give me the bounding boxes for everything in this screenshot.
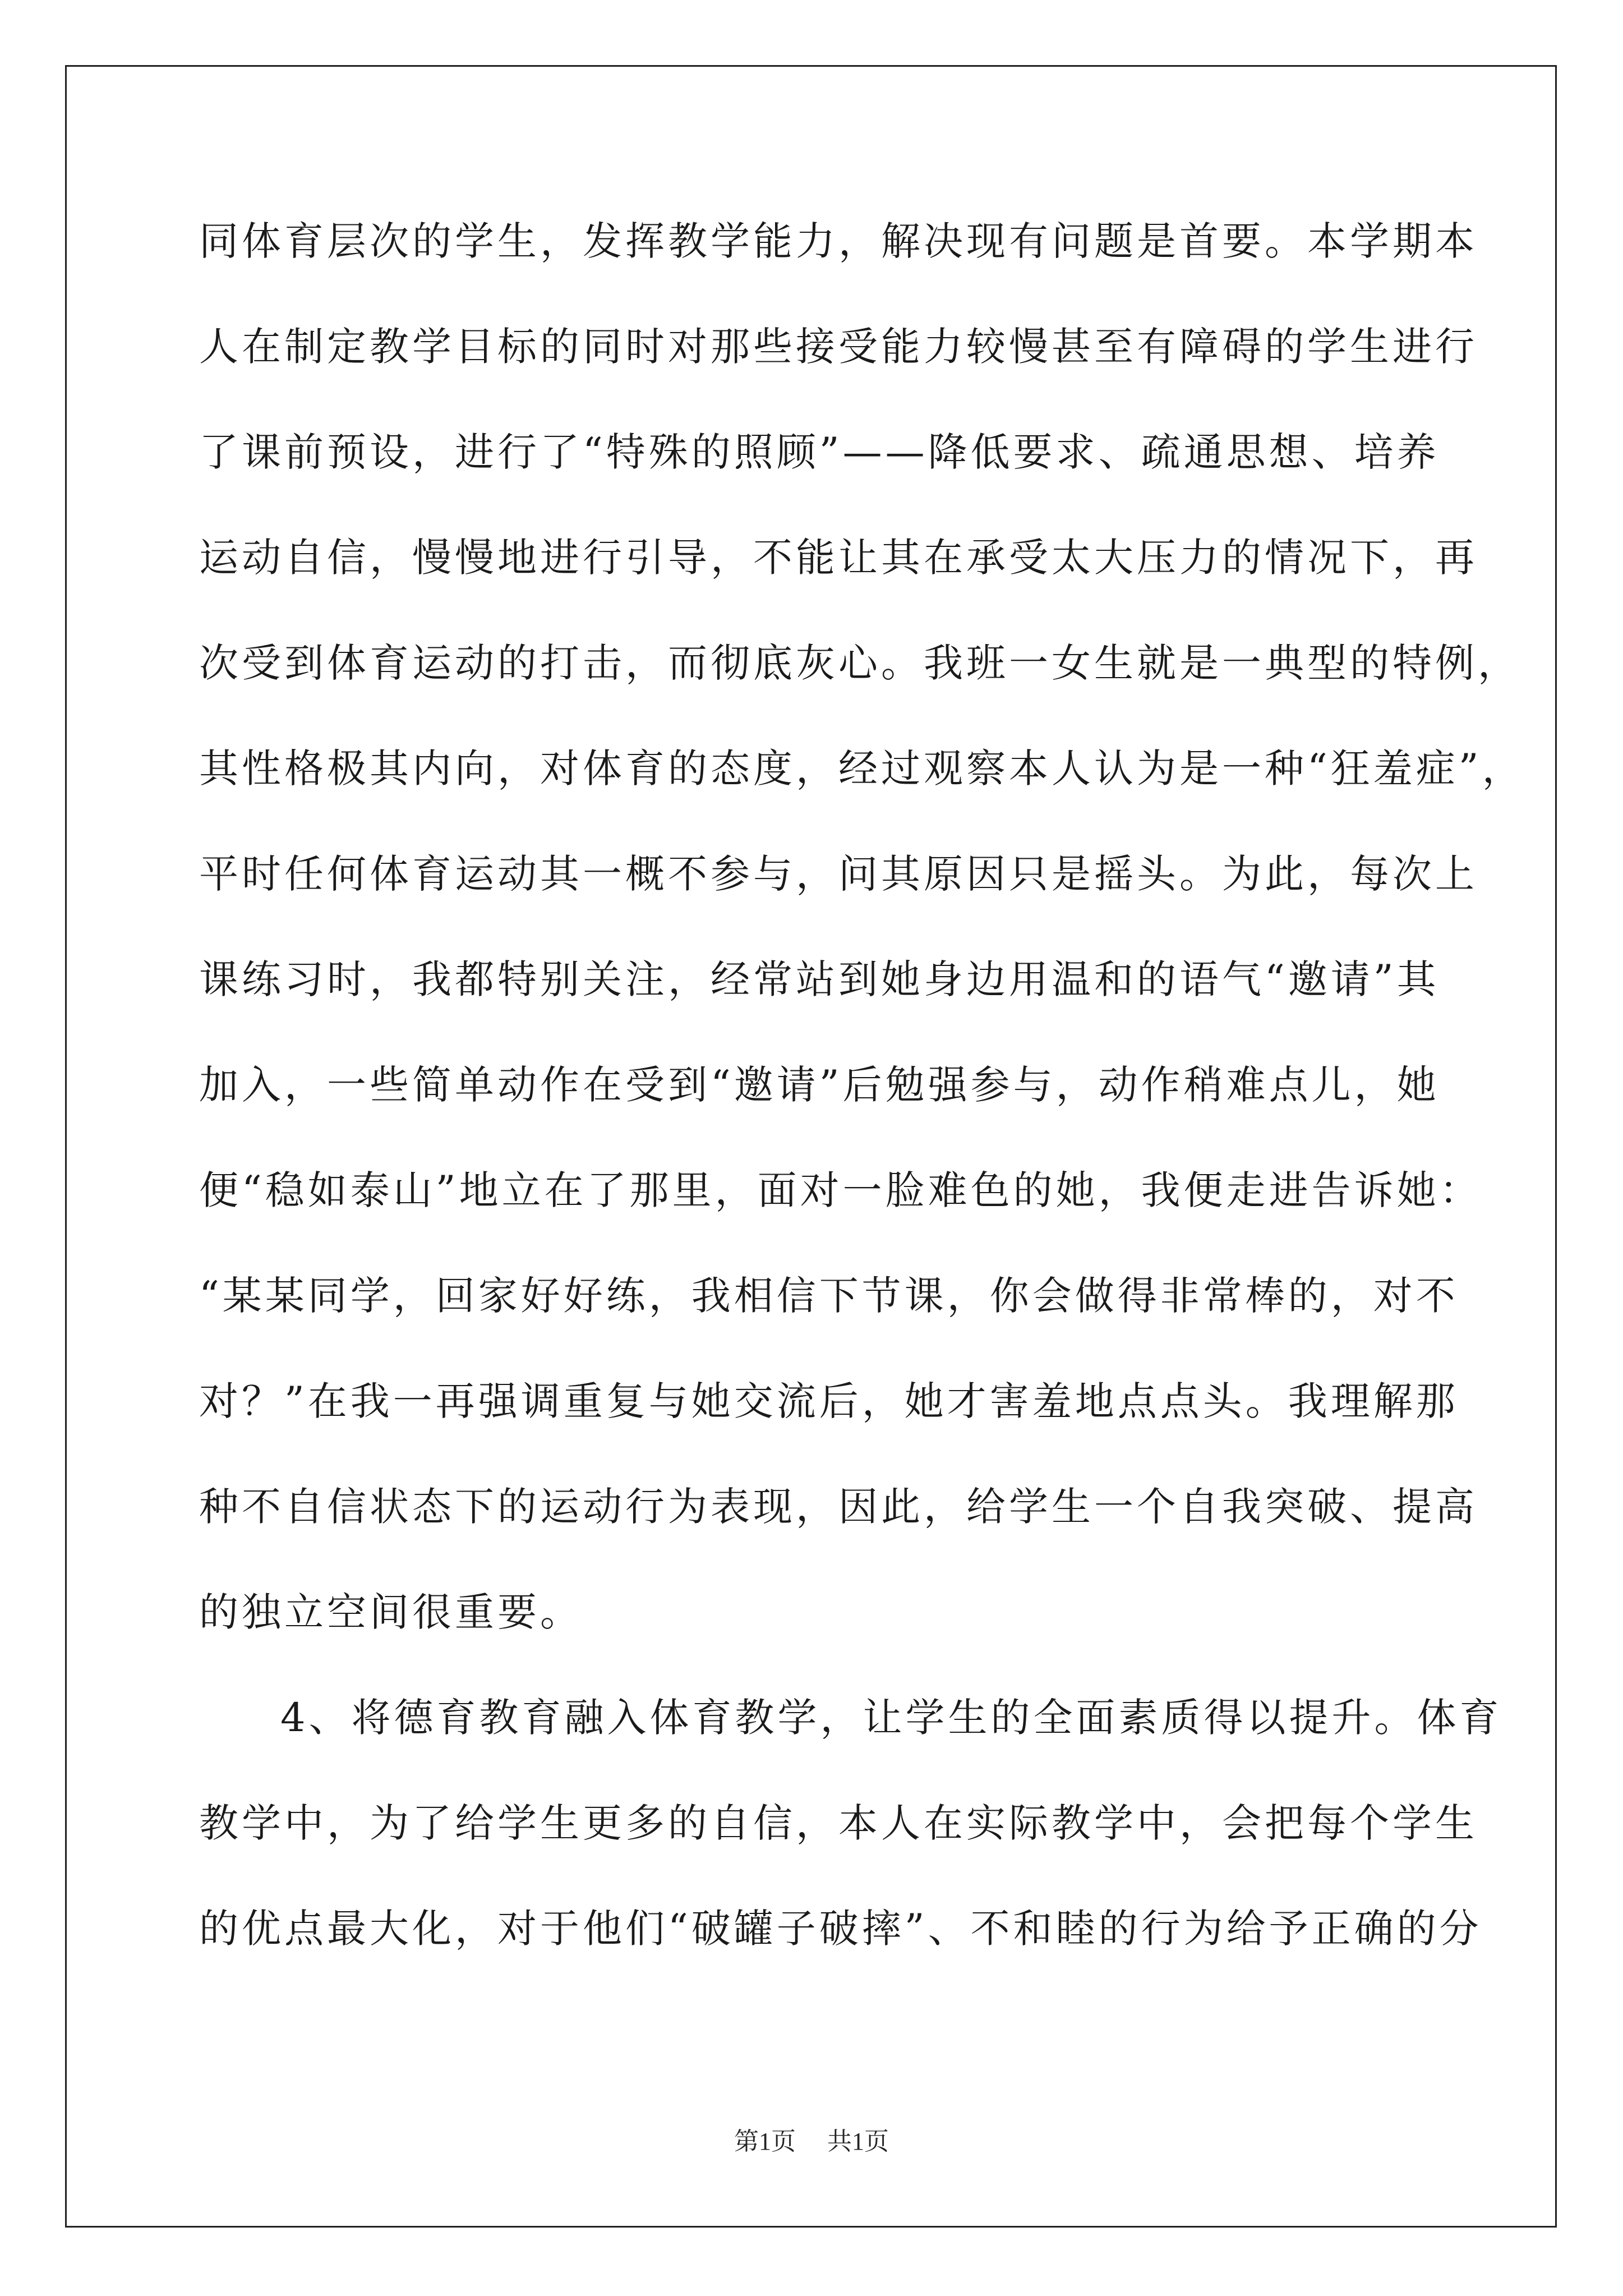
text-line: 对？”在我一再强调重复与她交流后，她才害羞地点点头。我理解那: [199, 1378, 1459, 1424]
text-line: 了课前预设，进行了“特殊的照顾”——降低要求、疏通思想、培养: [199, 429, 1440, 475]
text-line: 的优点最大化，对于他们“破罐子破摔”、不和睦的行为给予正确的分: [199, 1906, 1482, 1952]
page-total: 共1页: [827, 2128, 889, 2155]
text-line: 种不自信状态下的运动行为表现，因此，给学生一个自我突破、提高: [199, 1484, 1478, 1530]
text-line: 次受到体育运动的打击，而彻底灰心。我班一女生就是一典型的特例，: [199, 640, 1520, 686]
text-line: 教学中，为了给学生更多的自信，本人在实际教学中，会把每个学生: [199, 1800, 1478, 1846]
text-line: 便“稳如泰山”地立在了那里，面对一脸难色的她，我便走进告诉她：: [199, 1167, 1482, 1213]
text-line-paragraph-start: 4、将德育教育融入体育教学，让学生的全面素质得以提升。体育: [280, 1695, 1502, 1741]
page-number: 第1页: [734, 2128, 796, 2155]
text-line: 平时任何体育运动其一概不参与，问其原因只是摇头。为此，每次上: [199, 851, 1478, 897]
text-line: 人在制定教学目标的同时对那些接受能力较慢甚至有障碍的学生进行: [199, 324, 1478, 370]
text-line: 的独立空间很重要。: [199, 1589, 583, 1635]
page-footer: [0, 2126, 1623, 2157]
text-line: 同体育层次的学生，发挥教学能力，解决现有问题是首要。本学期本: [199, 218, 1478, 264]
text-line: 其性格极其内向，对体育的态度，经过观察本人认为是一种“狂羞症”，: [199, 746, 1525, 792]
text-line: 运动自信，慢慢地进行引导，不能让其在承受太大压力的情况下，再: [199, 535, 1478, 581]
text-line: “某某同学，回家好好练，我相信下节课，你会做得非常棒的，对不: [199, 1273, 1459, 1319]
text-line: 课练习时，我都特别关注，经常站到她身边用温和的语气“邀请”其: [199, 956, 1440, 1002]
document-body: [199, 216, 1525, 2009]
text-line: 加入，一些简单动作在受到“邀请”后勉强参与，动作稍难点儿，她: [199, 1062, 1440, 1108]
